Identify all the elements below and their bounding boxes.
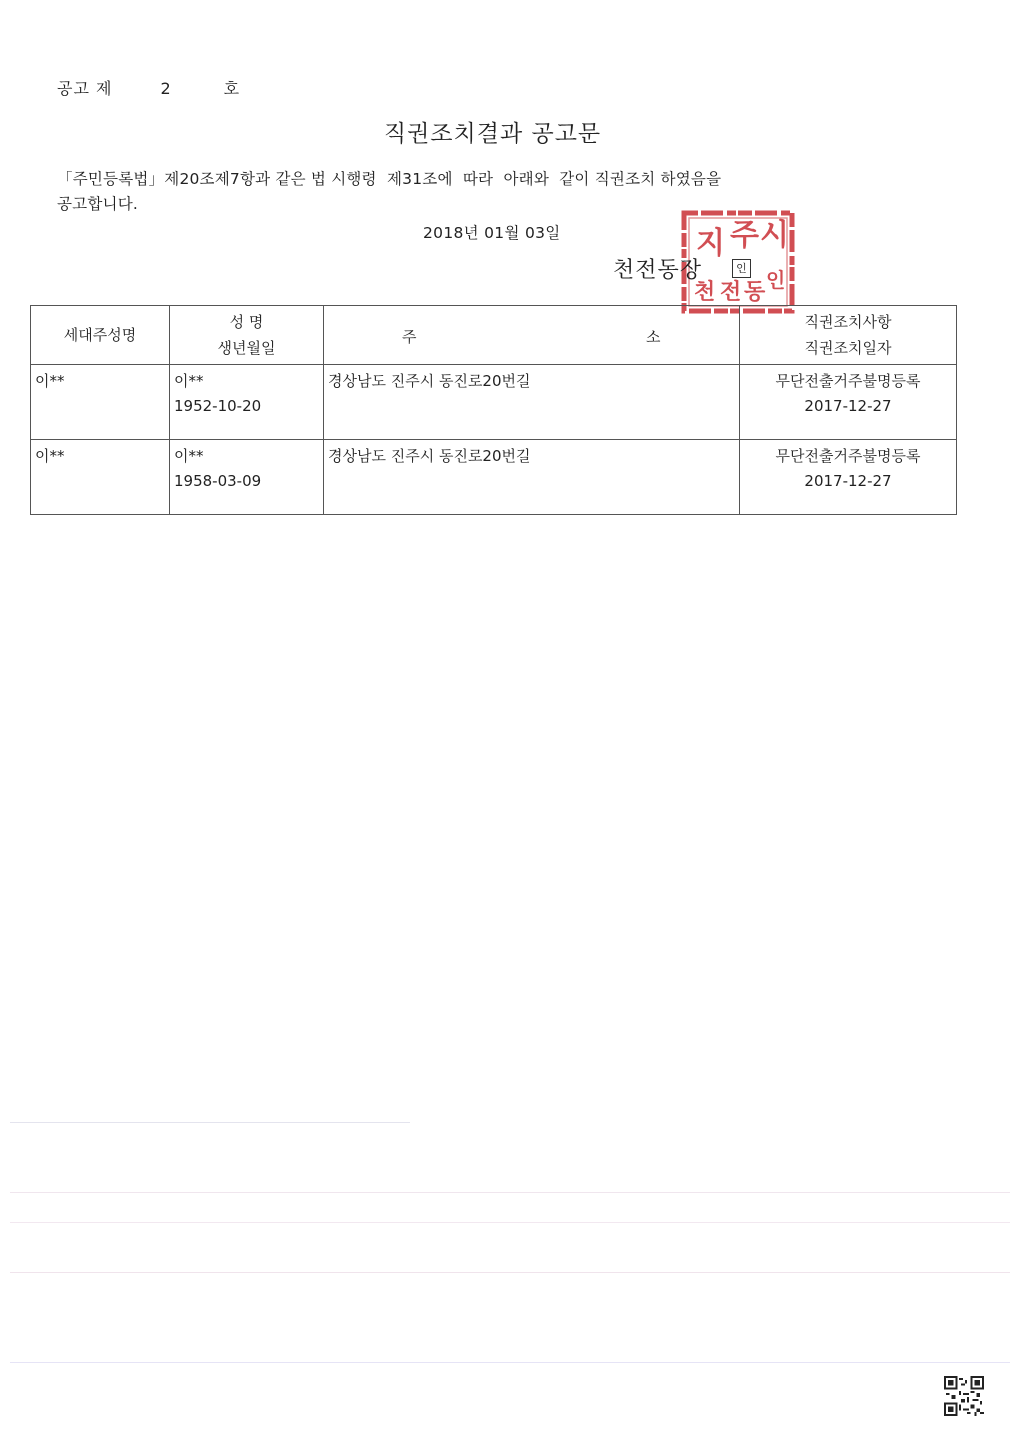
issuer-name: 천전동장 xyxy=(613,258,703,283)
cell-household-head: 이** xyxy=(31,365,170,440)
cell-birth: 1958-03-09 xyxy=(174,472,262,490)
cell-name: 이** xyxy=(174,447,204,465)
notice-label: 공고 제 xyxy=(57,79,113,98)
header-address-right: 소 xyxy=(646,328,661,346)
svg-text:전: 전 xyxy=(720,280,742,305)
header-action xyxy=(740,306,957,365)
svg-text:동: 동 xyxy=(744,280,766,305)
header-name-birth xyxy=(170,306,324,365)
document-title: 직권조치결과 공고문 xyxy=(383,121,602,147)
notice-suffix: 호 xyxy=(223,79,241,98)
cell-name-birth xyxy=(170,365,324,440)
cell-name: 이** xyxy=(174,372,204,390)
cell-action-type: 무단전출거주불명등록 xyxy=(775,447,921,465)
cell-address: 경상남도 진주시 동진로20번길 xyxy=(324,440,740,515)
scan-artifact-line xyxy=(10,1192,1010,1193)
table-row xyxy=(31,440,957,515)
svg-text:지: 지 xyxy=(696,226,725,261)
scan-artifact-line xyxy=(10,1272,1010,1273)
cell-birth: 1952-10-20 xyxy=(174,397,262,415)
header-birth: 생년월일 xyxy=(217,339,276,357)
cell-action-type: 무단전출거주불명등록 xyxy=(775,372,921,390)
svg-text:시: 시 xyxy=(760,218,789,253)
table-row xyxy=(31,365,957,440)
notice-number xyxy=(57,76,240,99)
scan-artifact-line xyxy=(10,1362,1010,1363)
svg-text:주: 주 xyxy=(730,218,759,253)
svg-text:천: 천 xyxy=(694,280,716,305)
header-action-type: 직권조치사항 xyxy=(804,313,892,331)
header-action-date: 직권조치일자 xyxy=(804,339,892,357)
svg-text:인: 인 xyxy=(766,268,786,292)
cell-address: 경상남도 진주시 동진로20번길 xyxy=(324,365,740,440)
header-address xyxy=(324,306,740,365)
notice-date: 2018년 01월 03일 xyxy=(423,224,561,242)
notice-body: 「주민등록법」제20조제7항과 같은 법 시행령 제31조에 따라 아래와 같이 직권조치 하였음을 공고합니다. xyxy=(57,170,722,213)
cell-action-date: 2017-12-27 xyxy=(804,472,892,490)
scan-artifact-line xyxy=(10,1122,410,1123)
cell-action-date: 2017-12-27 xyxy=(804,397,892,415)
cell-name-birth xyxy=(170,440,324,515)
records-table xyxy=(30,305,957,515)
header-name: 성 명 xyxy=(229,313,264,331)
header-address-left: 주 xyxy=(402,328,417,346)
cell-action xyxy=(740,440,957,515)
seal-placeholder: 인 xyxy=(732,259,751,278)
notice-number-value: 2 xyxy=(160,79,172,98)
cell-household-head: 이** xyxy=(31,440,170,515)
cell-action xyxy=(740,365,957,440)
scan-artifact-line xyxy=(10,1222,1010,1223)
qr-code xyxy=(944,1376,984,1416)
table-header-row xyxy=(31,306,957,365)
header-household-head: 세대주성명 xyxy=(31,306,170,365)
